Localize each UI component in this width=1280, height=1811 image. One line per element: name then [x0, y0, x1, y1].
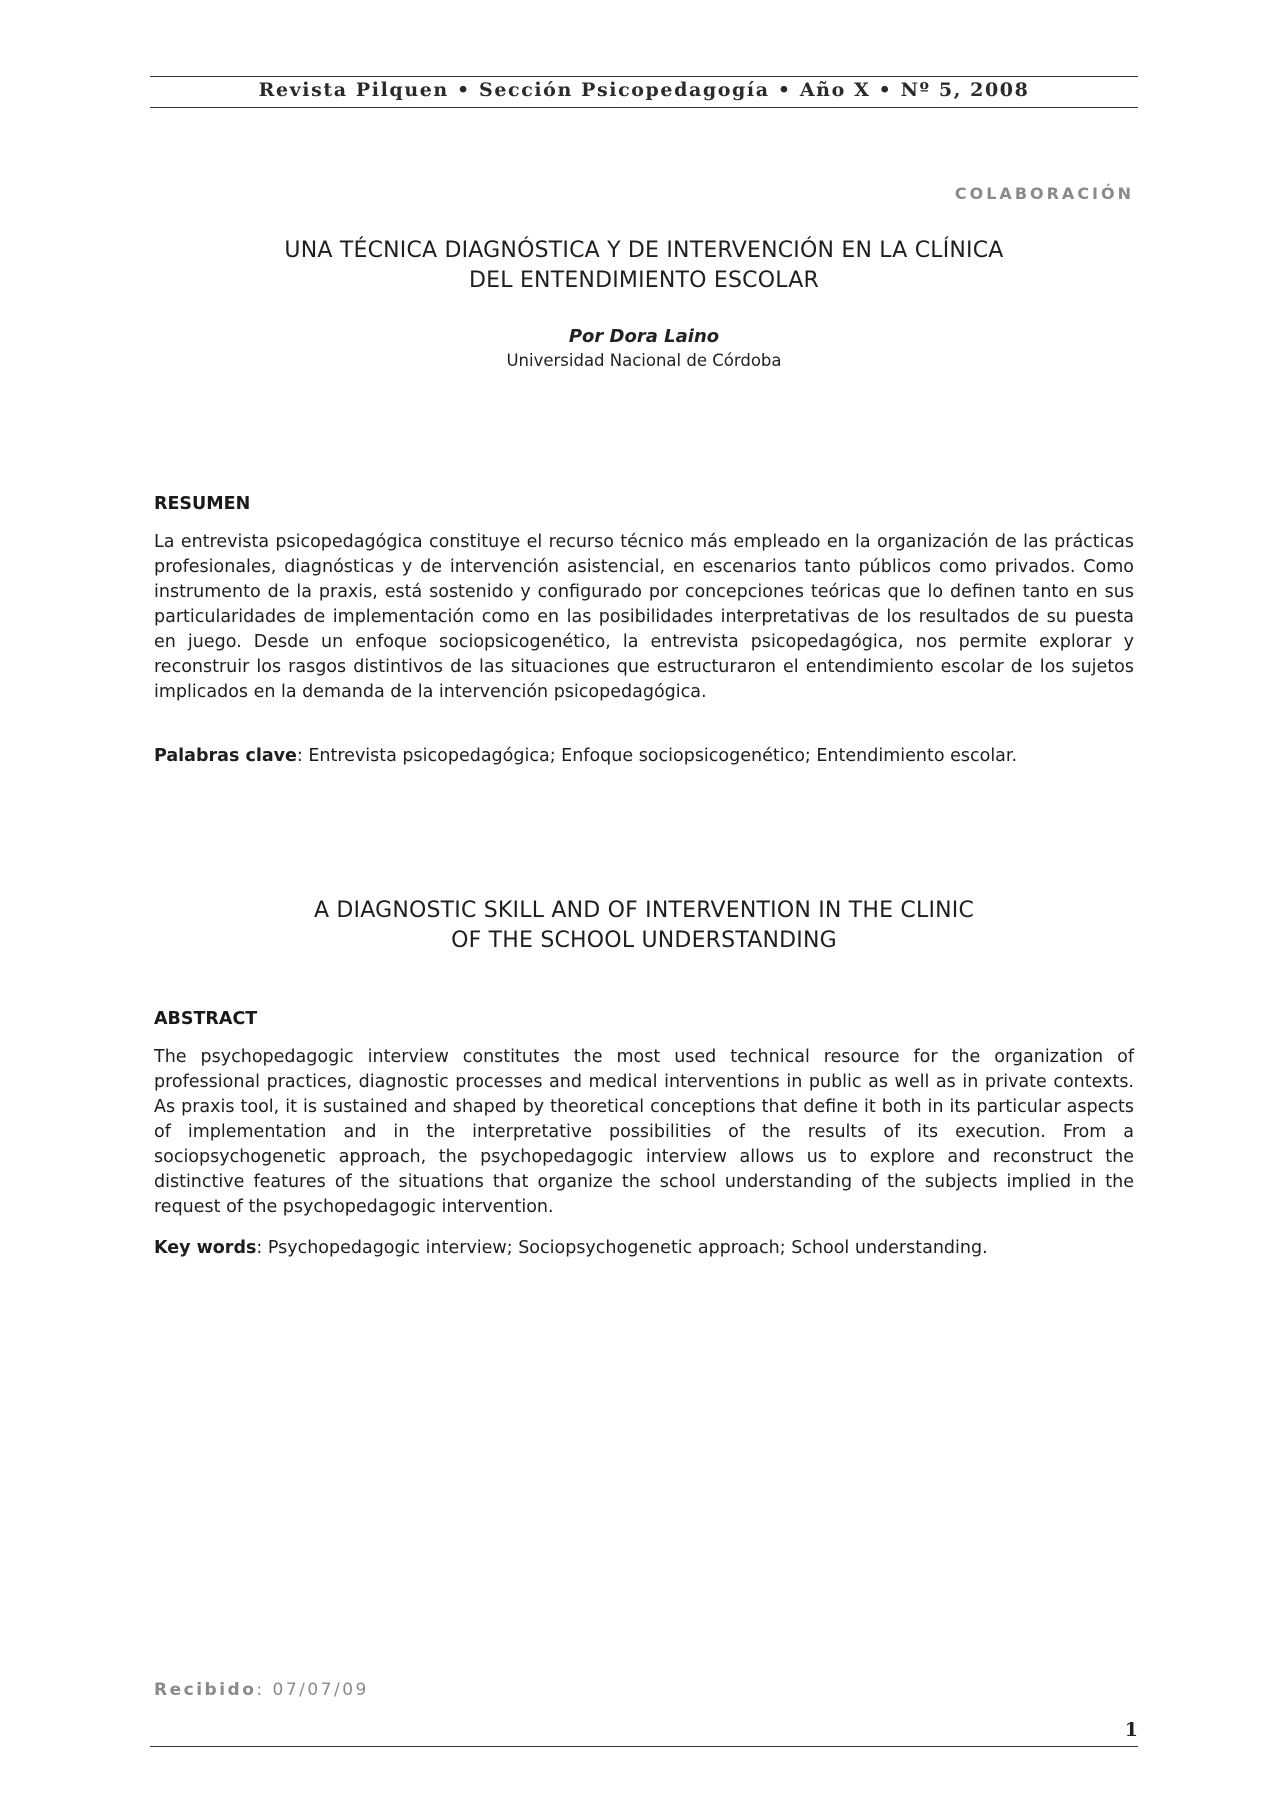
resumen-heading: RESUMEN: [154, 494, 251, 514]
header-bottom-rule: [150, 107, 1138, 108]
article-title-en-line1: A DIAGNOSTIC SKILL AND OF INTERVENTION IN THE CLINIC: [313, 898, 975, 923]
abstract-paragraph: The psychopedagogic interview constitutes the most used technical resource for the organization of professional practices, diagnostic processes and medical interventions in public as well as in private contexts. As praxis tool, it is sustained and shaped by theoretical conceptions that define it both in its particular aspects of implementation and in the interpretative possibilities of the results of its execution. From a sociopsychogenetic approach, the psychopedagogic interview allows us to explore and reconstruct the distinctive features of the situations that organize the school understanding of the subjects implied in the request of the psychopedagogic intervention.: [154, 1047, 1134, 1217]
article-title-es-line2: DEL ENTENDIMIENTO ESCOLAR: [469, 268, 819, 293]
abstract-heading: ABSTRACT: [154, 1009, 258, 1029]
keywords-es: [154, 744, 1134, 769]
keywords-en-list: : Psychopedagogic interview; Sociopsychogenetic approach; School understanding.: [256, 1238, 988, 1258]
page-number: 1: [1124, 1719, 1138, 1741]
keywords-es-label: Palabras clave: [154, 746, 297, 766]
resumen-paragraph: La entrevista psicopedagógica constituye el recurso técnico más empleado en la organización de las prácticas profesionales, diagnósticas y de intervención asistencial, en escenarios tanto públicos como privados. Como instrumento de la praxis, está sostenido y configurado por concepciones teóricas que lo definen tanto en sus particularidades de implementación como en las posibilidades interpretativas de los resultados de su puesta en juego. Desde un enfoque sociopsicogenético, la entrevista psicopedagógica, nos permite explorar y reconstruir los rasgos distintivos de las situaciones que estructuraron el entendimiento escolar de los sujetos implicados en la demanda de la intervención psicopedagógica.: [154, 532, 1134, 702]
keywords-en-label: Key words: [154, 1238, 257, 1258]
footer-rule: [150, 1746, 1138, 1747]
author-name: Por Dora Laino: [568, 326, 720, 347]
received-label: Recibido: [154, 1680, 257, 1700]
article-title-es: [150, 236, 1138, 296]
article-title-en-line2: OF THE SCHOOL UNDERSTANDING: [451, 928, 837, 953]
section-label: COLABORACIÓN: [954, 184, 1134, 203]
keywords-es-list: : Entrevista psicopedagógica; Enfoque sociopsicogenético; Entendimiento escolar.: [296, 746, 1018, 766]
running-head: Revista Pilquen • Sección Psicopedagogía • Año X • Nº 5, 2008: [258, 79, 1030, 101]
article-title-en: [150, 896, 1138, 956]
received-date: [154, 1680, 369, 1700]
author-affiliation: Universidad Nacional de Córdoba: [506, 351, 782, 370]
received-value: : 07/07/09: [256, 1680, 369, 1700]
article-title-es-line1: UNA TÉCNICA DIAGNÓSTICA Y DE INTERVENCIÓN EN LA CLÍNICA: [284, 238, 1004, 263]
keywords-en: [154, 1236, 1134, 1261]
header-top-rule: [150, 76, 1138, 77]
